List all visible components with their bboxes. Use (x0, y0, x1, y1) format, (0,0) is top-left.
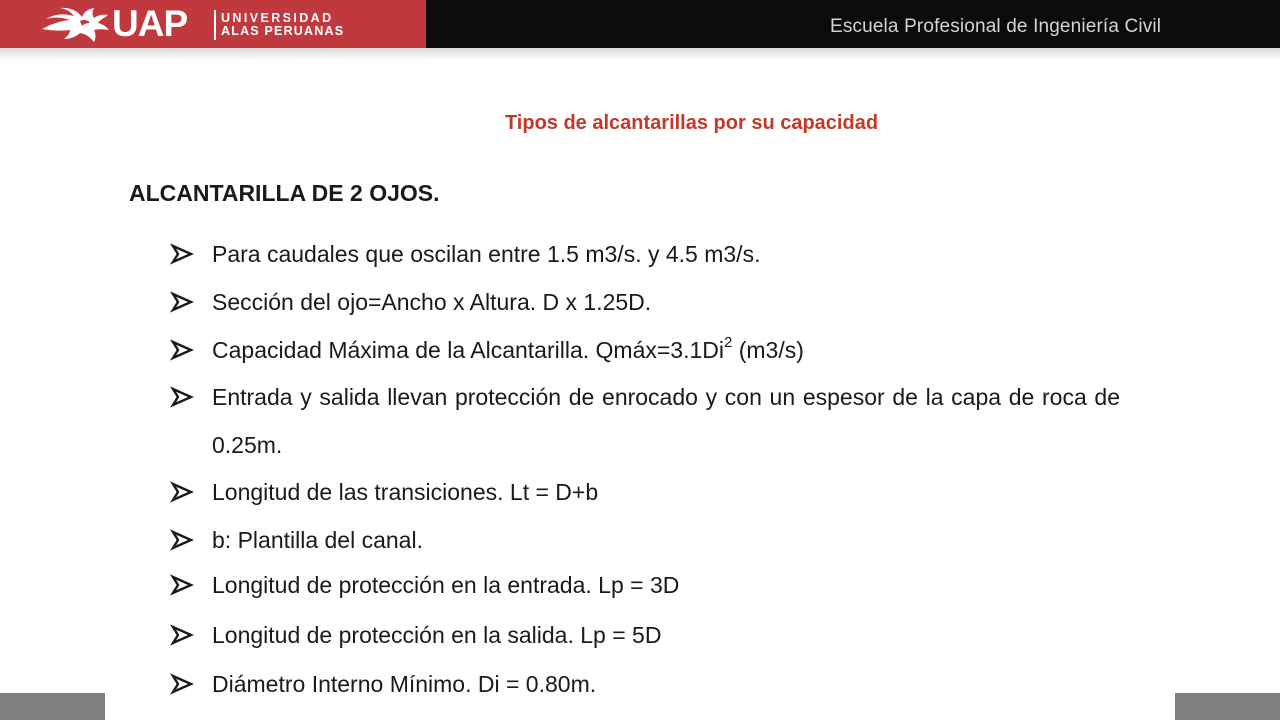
footer-bar-left (0, 693, 105, 720)
logo-name-line2: ALAS PERUANAS (221, 24, 345, 38)
logo-acronym: UAP (112, 3, 188, 44)
slide-title: Tipos de alcantarillas por su capacidad (504, 112, 879, 134)
arrowhead-bullet-icon (170, 242, 194, 266)
arrowhead-bullet-icon (170, 573, 194, 597)
list-item-text: Para caudales que oscilan entre 1.5 m3/s. y 4.5 m3/s. (212, 241, 761, 267)
list-item-text: Diámetro Interno Mínimo. Di = 0.80m. (212, 671, 597, 697)
list-item-text: b: Plantilla del canal. (212, 527, 423, 553)
list-item-text: Longitud de protección en la entrada. Lp = 3D (212, 572, 680, 598)
school-name: Escuela Profesional de Ingeniería Civil (830, 16, 1162, 37)
formula-text: Capacidad Máxima de la Alcantarilla. Qmáx=3.1Di (212, 337, 724, 363)
arrowhead-bullet-icon (170, 385, 194, 409)
arrowhead-bullet-icon (170, 480, 194, 504)
logo-name-line1: UNIVERSIDAD (221, 11, 334, 25)
section-heading: ALCANTARILLA DE 2 OJOS. (129, 180, 440, 206)
list-item-text (212, 326, 1120, 374)
arrowhead-bullet-icon (170, 338, 194, 362)
arrowhead-bullet-icon (170, 528, 194, 552)
list-item-text: Longitud de las transiciones. Lt = D+b (212, 479, 599, 505)
footer-bar-right (1175, 693, 1280, 720)
list-item-text: Sección del ojo=Ancho x Altura. D x 1.25D. (212, 289, 652, 315)
arrowhead-bullet-icon (170, 290, 194, 314)
arrowhead-bullet-icon (170, 672, 194, 696)
formula-superscript: 2 (724, 334, 733, 352)
list-item-text: Entrada y salida llevan protección de enrocado y con un espesor de la capa de roca de 0.25m. (212, 384, 1120, 458)
arrowhead-bullet-icon (170, 623, 194, 647)
list-item-text: Longitud de protección en la salida. Lp = 5D (212, 622, 662, 648)
formula-units: (m3/s) (732, 337, 804, 363)
